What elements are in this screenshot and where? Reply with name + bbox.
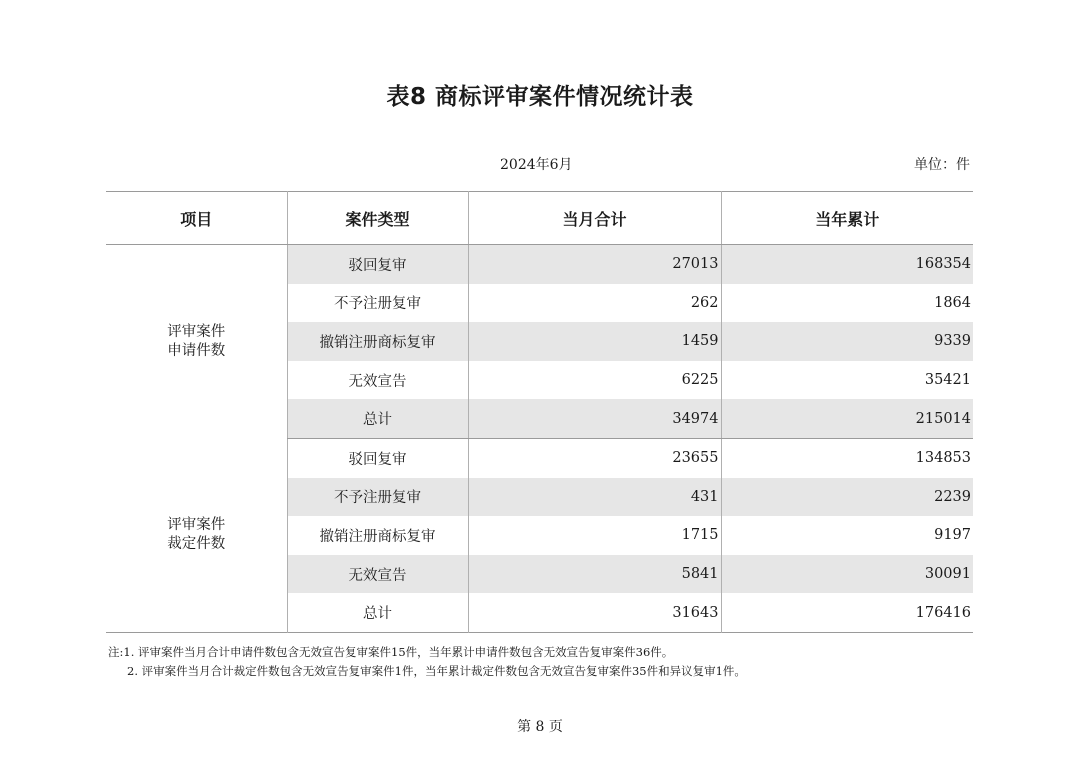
header-item: 项目 <box>106 192 287 245</box>
case-type-cell: 无效宣告 <box>287 361 468 400</box>
month-total-cell: 27013 <box>468 245 721 284</box>
footnote-2: 2. 评审案件当月合计裁定件数包含无效宣告复审案件1件，当年累计裁定件数包含无效宣告复审案件35件和异议复审1件。 <box>127 664 746 678</box>
year-total-cell: 30091 <box>721 555 973 594</box>
month-total-cell: 5841 <box>468 555 721 594</box>
year-total-cell: 9197 <box>721 516 973 555</box>
year-total-cell: 9339 <box>721 322 973 361</box>
month-total-cell: 23655 <box>468 438 721 477</box>
header-row <box>106 192 973 245</box>
group-label-decisions: 评审案件 裁定件数 <box>167 517 226 553</box>
year-total-cell: 35421 <box>721 361 973 400</box>
case-type-cell: 总计 <box>287 399 468 438</box>
table-title: 表8 商标评审案件情况统计表 <box>386 84 694 110</box>
month-total-cell: 31643 <box>468 593 721 632</box>
unit-label: 单位：件 <box>914 157 970 173</box>
year-total-cell: 134853 <box>721 438 973 477</box>
year-total-cell: 2239 <box>721 478 973 517</box>
case-type-cell: 不予注册复审 <box>287 478 468 517</box>
page-number: 第 8 页 <box>517 719 563 735</box>
month-total-cell: 431 <box>468 478 721 517</box>
case-type-cell: 驳回复审 <box>287 245 468 284</box>
year-total-cell: 215014 <box>721 399 973 438</box>
case-type-cell: 不予注册复审 <box>287 284 468 323</box>
footnotes <box>108 643 746 681</box>
case-type-cell: 撤销注册商标复审 <box>287 516 468 555</box>
table-row <box>106 438 973 477</box>
statistics-table <box>106 191 973 633</box>
month-total-cell: 1715 <box>468 516 721 555</box>
year-total-cell: 1864 <box>721 284 973 323</box>
month-total-cell: 34974 <box>468 399 721 438</box>
month-total-cell: 1459 <box>468 322 721 361</box>
case-type-cell: 总计 <box>287 593 468 632</box>
header-case-type: 案件类型 <box>287 192 468 245</box>
case-type-cell: 撤销注册商标复审 <box>287 322 468 361</box>
case-type-cell: 无效宣告 <box>287 555 468 594</box>
header-year-total: 当年累计 <box>721 192 973 245</box>
group-label-applications: 评审案件 申请件数 <box>167 323 226 359</box>
header-month-total: 当月合计 <box>468 192 721 245</box>
case-type-cell: 驳回复审 <box>287 438 468 477</box>
footnote-1: 注:1. 评审案件当月合计申请件数包含无效宣告复审案件15件，当年累计申请件数包含无效宣告复审案件36件。 <box>108 645 674 659</box>
month-total-cell: 262 <box>468 284 721 323</box>
table-row <box>106 245 973 284</box>
report-date: 2024年6月 <box>500 157 573 173</box>
month-total-cell: 6225 <box>468 361 721 400</box>
year-total-cell: 168354 <box>721 245 973 284</box>
year-total-cell: 176416 <box>721 593 973 632</box>
